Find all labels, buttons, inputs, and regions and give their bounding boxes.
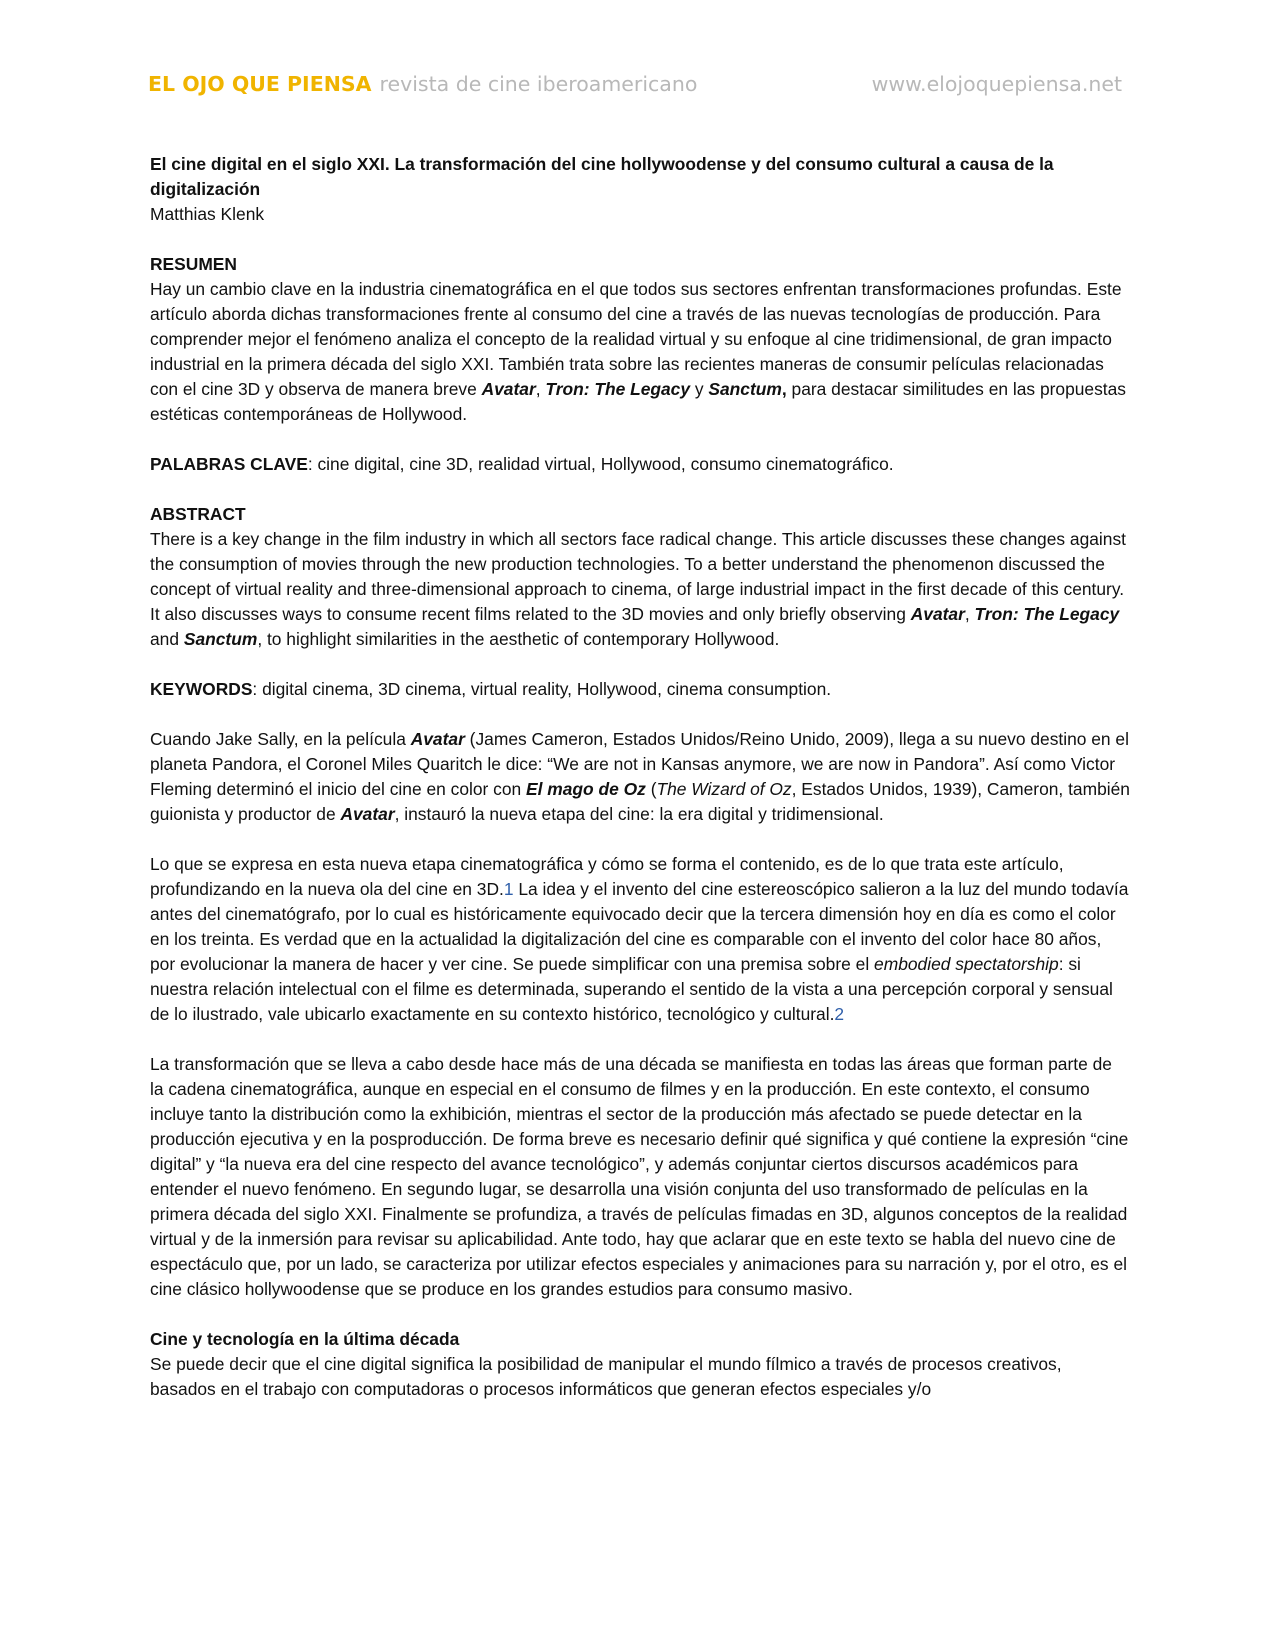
keywords: KEYWORDS: digital cinema, 3D cinema, virtual reality, Hollywood, cinema consumption. <box>150 679 832 699</box>
keywords-label: KEYWORDS <box>150 679 253 699</box>
body-paragraph-3: La transformación que se lleva a cabo desde hace más de una década se manifiesta en todas las áreas que forman parte de la cadena cinematográfica, aunque en especial en el consumo de filmes y en la producción. En este contexto, el consumo incluye tanto la distribución como la exhibición, mientras el sector de la producción más afectado se puede detectar en la producción ejecutiva y en la posproducción. De forma breve es necesario definir qué significa y qué contiene la expresión “cine digital” y “la nueva era del cine respecto del avance tecnológico”, y además conjuntar ciertos discursos académicos para entender el nuevo fenómeno. En segundo lugar, se desarrolla una visión conjunta del uso transformado de películas en la primera década del siglo XXI. Finalmente se profundiza, a través de películas fimadas en 3D, algunos conceptos de la realidad virtual y de la inmersión para revisar su aplicabilidad. Ante todo, hay que aclarar que en este texto se habla del nuevo cine de espectáculo que, por un lado, se caracteriza por utilizar efectos especiales y animaciones para su narración y, por el otro, es el cine clásico hollywoodense que se produce en los grandes estudios para consumo masivo. <box>150 1054 1129 1299</box>
footnote-link-1[interactable]: 1 <box>503 879 514 899</box>
film-title: Avatar <box>410 729 465 749</box>
film-title: Avatar <box>910 604 965 624</box>
body-paragraph-4: Se puede decir que el cine digital significa la posibilidad de manipular el mundo fílmico a través de procesos creativos, basados en el trabajo con computadoras o procesos informáticos que generan efectos especiales y/o <box>150 1354 1062 1399</box>
resumen-heading: RESUMEN <box>150 254 237 274</box>
article-author: Matthias Klenk <box>150 204 265 224</box>
journal-brand: EL OJO QUE PIENSA <box>148 72 372 96</box>
body-paragraph-2: Lo que se expresa en esta nueva etapa cinematográfica y cómo se forma el contenido, es de lo que trata este artículo, profundizando en la nueva ola del cine en 3D.1 La idea y el invento del cine estereoscópico salieron a la luz del mundo todavía antes del cinematógrafo, por lo cual es históricamente equivocado decir que la tercera dimensión hoy en día es como el color en los treinta. Es verdad que en la actualidad la digitalización del cine es comparable con el invento del color hace 80 años, por evolucionar la manera de hacer y ver cine. Se puede simplificar con una premisa sobre el embodied spectatorship: si nuestra relación intelectual con el filme es determinada, superando el sentido de la vista a una percepción corporal y sensual de lo ilustrado, vale ubicarlo exactamente en su contexto histórico, tecnológico y cultural.2 <box>150 854 1129 1024</box>
palabras-clave: PALABRAS CLAVE: cine digital, cine 3D, realidad virtual, Hollywood, consumo cinematográfico. <box>150 454 894 474</box>
section-heading: Cine y tecnología en la última década <box>150 1329 460 1349</box>
article-body <box>150 152 1130 1402</box>
resumen-paragraph: Hay un cambio clave en la industria cinematográfica en el que todos sus sectores enfrentan transformaciones profundas. Este artículo aborda dichas transformaciones frente al consumo del cine a través de las nuevas tecnologías de producción. Para comprender mejor el fenómeno analiza el concepto de la realidad virtual y su enfoque al cine tridimensional, de gran impacto industrial en la primera década del siglo XXI. También trata sobre las recientes maneras de consumir películas relacionadas con el cine 3D y observa de manera breve Avatar, Tron: The Legacy y Sanctum, para destacar similitudes en las propuestas estéticas contemporáneas de Hollywood. <box>150 279 1126 424</box>
page-header <box>148 72 1122 106</box>
body-paragraph-1: Cuando Jake Sally, en la película Avatar (James Cameron, Estados Unidos/Reino Unido, 2009), llega a su nuevo destino en el planeta Pandora, el Coronel Miles Quaritch le dice: “We are not in Kansas anymore, we are now in Pandora”. Así como Victor Fleming determinó el inicio del cine en color con El mago de Oz (The Wizard of Oz, Estados Unidos, 1939), Cameron, también guionista y productor de Avatar, instauró la nueva etapa del cine: la era digital y tridimensional. <box>150 729 1130 824</box>
abstract-heading: ABSTRACT <box>150 504 246 524</box>
film-title: Tron: The Legacy <box>545 379 691 399</box>
italic-term: embodied spectatorship <box>874 954 1059 974</box>
film-title: Sanctum <box>183 629 258 649</box>
film-title: Tron: The Legacy <box>974 604 1120 624</box>
palabras-clave-label: PALABRAS CLAVE <box>150 454 308 474</box>
footnote-link-2[interactable]: 2 <box>834 1004 845 1024</box>
article-title: El cine digital en el siglo XXI. La transformación del cine hollywoodense y del consumo cultural a causa de la digitalización <box>150 154 1054 199</box>
film-title: Avatar <box>481 379 536 399</box>
film-title: Avatar <box>340 804 395 824</box>
film-title: Sanctum <box>708 379 782 399</box>
film-title: El mago de Oz <box>526 779 646 799</box>
journal-website: www.elojoquepiensa.net <box>871 72 1122 96</box>
film-original-title: The Wizard of Oz <box>656 779 792 799</box>
journal-subtitle: revista de cine iberoamericano <box>379 72 698 96</box>
abstract-paragraph: There is a key change in the film industry in which all sectors face radical change. This article discusses these changes against the consumption of movies through the new production technologies. To a better understand the phenomenon discussed the concept of virtual reality and three-dimensional approach to cinema, of large industrial impact in the first decade of this century. It also discusses ways to consume recent films related to the 3D movies and only briefly observing Avatar, Tron: The Legacy and Sanctum, to highlight similarities in the aesthetic of contemporary Hollywood. <box>150 529 1126 649</box>
